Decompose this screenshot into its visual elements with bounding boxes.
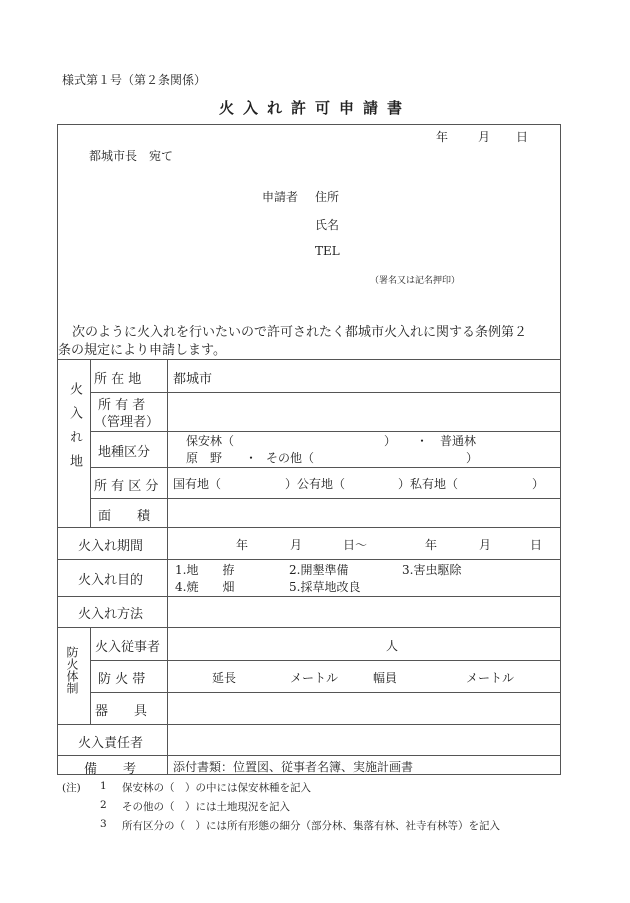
equipment-label: 器 具 <box>95 704 148 719</box>
period-year-2: 年 <box>425 538 438 552</box>
period-month-2: 月 <box>479 538 492 552</box>
rule-responsible <box>57 755 561 756</box>
site-group-label: 火入れ地 <box>67 382 82 478</box>
land-hoanrin: 保安林（ <box>186 434 235 448</box>
rule-owner <box>90 431 561 432</box>
note-3-number: 3 <box>100 818 107 830</box>
form-title: 火入れ許可申請書 <box>218 99 411 117</box>
date-year: 年 <box>436 130 449 144</box>
location-value: 都城市 <box>173 372 213 387</box>
workers-label: 火入従事者 <box>95 640 161 655</box>
name-label: 氏名 <box>315 218 340 232</box>
request-line-1: 次のように火入れを行いたいので許可されたく都城市火入れに関する条例第２ <box>72 325 528 340</box>
area-label: 面 積 <box>98 509 151 524</box>
rule-equipment <box>57 724 561 725</box>
period-day-2: 日 <box>530 538 543 552</box>
rule-fire-group <box>90 627 91 724</box>
rule-site-group <box>90 359 91 527</box>
remarks-label: 備 考 <box>84 762 137 777</box>
date-day: 日 <box>516 130 529 144</box>
firebreak-meter-1: メートル <box>290 671 339 685</box>
note-1: 保安林の（ ）の中には保安林種を記入 <box>122 782 311 794</box>
rule-period <box>57 559 561 560</box>
rule-firebreak <box>90 692 561 693</box>
period-day-1: 日～ <box>343 538 368 552</box>
request-line-2: 条の規定により申請します。 <box>58 343 226 358</box>
rule-purpose <box>57 596 561 597</box>
land-dot-1: ・ <box>416 434 429 448</box>
remarks-value: 添付書類：位置図、従事者名簿、実施計画書 <box>173 760 414 774</box>
rule-area <box>57 527 561 528</box>
ownership-label: 所 有 区 分 <box>94 479 159 494</box>
own-koyu: 公有地（ <box>297 477 346 491</box>
note-2-number: 2 <box>100 799 107 811</box>
own-kokuyu: 国有地（ <box>173 477 222 491</box>
land-close-1: ） <box>384 434 397 448</box>
rule-method <box>57 627 561 628</box>
firebreak-label: 防 火 帯 <box>98 672 146 687</box>
period-label: 火入れ期間 <box>78 539 144 554</box>
land-sonota: その他（ <box>266 451 315 465</box>
form-number-label: 様式第１号（第２条関係） <box>62 73 207 87</box>
rule-ownership <box>90 498 561 499</box>
rule-land-type <box>90 467 561 468</box>
responsible-label: 火入責任者 <box>78 736 144 751</box>
note-1-number: 1 <box>100 780 107 792</box>
applicant-label: 申請者 <box>262 190 299 204</box>
own-shiyu: 私有地（ <box>410 477 459 491</box>
purpose-label: 火入れ目的 <box>78 573 144 588</box>
workers-unit: 人 <box>386 639 399 653</box>
purpose-option-1: 1.地 拵 <box>175 563 235 577</box>
purpose-option-3: 3.害虫駆除 <box>402 563 462 577</box>
location-label: 所 在 地 <box>94 372 142 387</box>
firebreak-meter-2: メートル <box>466 671 515 685</box>
purpose-option-5: 5.採草地改良 <box>289 580 361 594</box>
land-futsurin: 普通林 <box>440 434 477 448</box>
tel-label: TEL <box>315 244 340 258</box>
note-3: 所有区分の（ ）には所有形態の細分（部分林、集落有林、社寺有林等）を記入 <box>122 820 500 832</box>
owner-label: 所 有 者 <box>98 398 146 413</box>
rule-applicant-bottom <box>57 359 561 360</box>
owner-label-sub: （管理者） <box>94 415 160 430</box>
rule-location <box>90 392 561 393</box>
land-dot-2: ・ <box>245 451 258 465</box>
land-genya: 原 野 <box>186 451 223 465</box>
purpose-option-4: 4.焼 畑 <box>175 580 235 594</box>
seal-note: （署名又は記名押印） <box>370 276 461 286</box>
note-2: その他の（ ）には土地現況を記入 <box>122 801 290 813</box>
land-close-2: ） <box>466 451 479 465</box>
land-type-label: 地種区分 <box>98 445 151 460</box>
fire-prevention-label: 防火体制 <box>65 646 79 694</box>
firebreak-width-label: 幅員 <box>373 671 398 685</box>
notes-prefix: (注) <box>62 782 81 794</box>
rule-workers <box>90 660 561 661</box>
addressee: 都城市長 宛て <box>89 149 174 163</box>
period-year-1: 年 <box>236 538 249 552</box>
own-kokuyu-close: ） <box>285 477 298 491</box>
date-month: 月 <box>478 130 491 144</box>
own-shiyu-close: ） <box>532 477 545 491</box>
firebreak-extension-label: 延長 <box>212 671 237 685</box>
address-label: 住所 <box>315 190 340 204</box>
method-label: 火入れ方法 <box>78 607 144 622</box>
rule-label-column <box>167 359 168 775</box>
purpose-option-2: 2.開墾準備 <box>289 563 349 577</box>
own-koyu-close: ） <box>398 477 411 491</box>
period-month-1: 月 <box>290 538 303 552</box>
